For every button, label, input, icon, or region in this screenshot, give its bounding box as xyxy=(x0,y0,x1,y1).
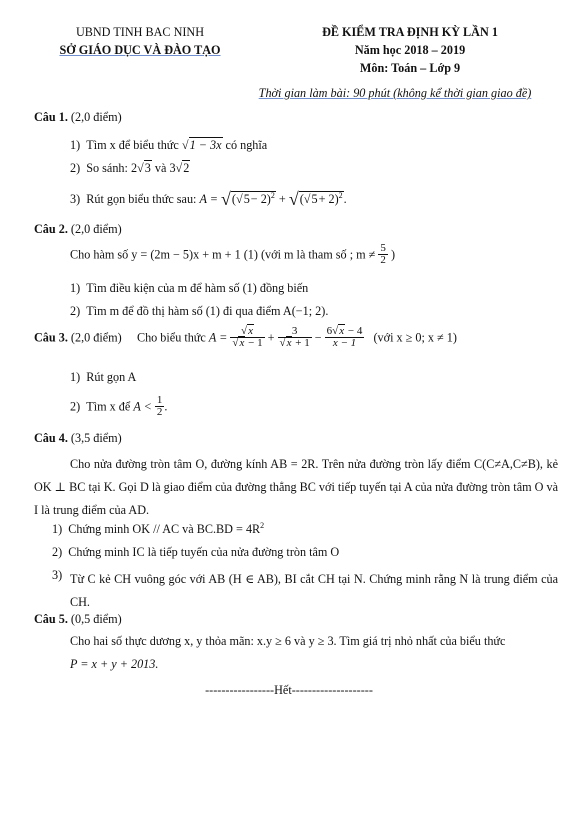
q1-item-3: 3) Rút gọn biểu thức sau: $A = √(√5- 2)^2 + √(√5+ 2)^2$. xyxy=(70,189,347,209)
school-year: Năm học 2018 – 2019 xyxy=(354,43,466,57)
end-marker: -----------------Hết-------------------- xyxy=(205,683,373,697)
q2-heading: Câu 2. (2,0 điểm) xyxy=(34,222,122,236)
q3-item-2: 2) Tìm x để A < $\frac{1}{2}$ . xyxy=(70,394,168,418)
q2-intro: Cho hàm số y = (2m − 5)x + m + 1 (1) (với m là tham số ; m ≠ $\frac{5}{2}$ ) xyxy=(70,242,395,266)
q1-item-2: 2) So sánh: 2√3 và 3√2 xyxy=(70,161,190,175)
q4-item-3: 3) Từ C kẻ CH vuông góc với AB (H ∈ AB), BI cắt CH tại N. Chứng minh rằng N là trung điểm của CH. xyxy=(52,568,558,609)
department-name: SỞ GIÁO DỤC VÀ ĐÀO TẠO xyxy=(59,43,221,57)
q3-item-1: 1) Rút gọn A xyxy=(70,370,137,384)
q2-item-2: 2) Tìm m để đồ thị hàm số (1) đi qua điểm A(−1; 2). xyxy=(70,304,329,318)
q4-heading: Câu 4. (3,5 điểm) xyxy=(34,431,122,445)
q4-paragraph: Cho nửa đường tròn tâm O, đường kính AB = 2R. Trên nửa đường tròn lấy điểm C(C≠A,C≠B), kẻ OK ⊥ BC tại K. Gọi D là giao điểm của đường thẳng BC với tiếp tuyến tại A của nửa đường tròn tâm O và I là trung điểm của AD. xyxy=(34,457,558,517)
q5-heading: Câu 5. (0,5 điểm) xyxy=(34,612,122,626)
q3-heading: Câu 3. (2,0 điểm) Cho biểu thức A = $\frac{√x}{√x - 1}$ + $\frac{3}{√x + 1}$ − $\frac{6√x - 4}{x - 1}$ (với x ≥ 0; x ≠ 1) xyxy=(34,325,457,349)
authority-name: UBND TINH BAC NINH xyxy=(75,25,205,39)
q1-item-1: 1) Tìm x để biểu thức √1 − 3x có nghĩa xyxy=(70,138,268,152)
q5-text: Cho hai số thực dương x, y thỏa mãn: x.y ≥ 6 và y ≥ 3. Tìm giá trị nhỏ nhất của biểu thức xyxy=(70,634,506,648)
q1-heading: Câu 1. (2,0 điểm) xyxy=(34,110,122,124)
time-allowed: Thời gian làm bài: 90 phút (không kể thời gian giao đề) xyxy=(258,86,532,100)
q2-item-1: 1) Tìm điều kiện của m để hàm số (1) đồng biến xyxy=(70,281,309,295)
q4-item-2: 2) Chứng minh IC là tiếp tuyến của nửa đường tròn tâm O xyxy=(52,545,340,559)
subject-grade: Môn: Toán – Lớp 9 xyxy=(359,61,461,75)
q4-item-1: 1) Chứng minh OK // AC và $BC.BD = 4R^2$ xyxy=(52,521,265,537)
exam-title: ĐỀ KIỂM TRA ĐỊNH KỲ LẦN 1 xyxy=(322,25,498,39)
q5-expression: P = x + y + 2013. xyxy=(70,657,159,671)
